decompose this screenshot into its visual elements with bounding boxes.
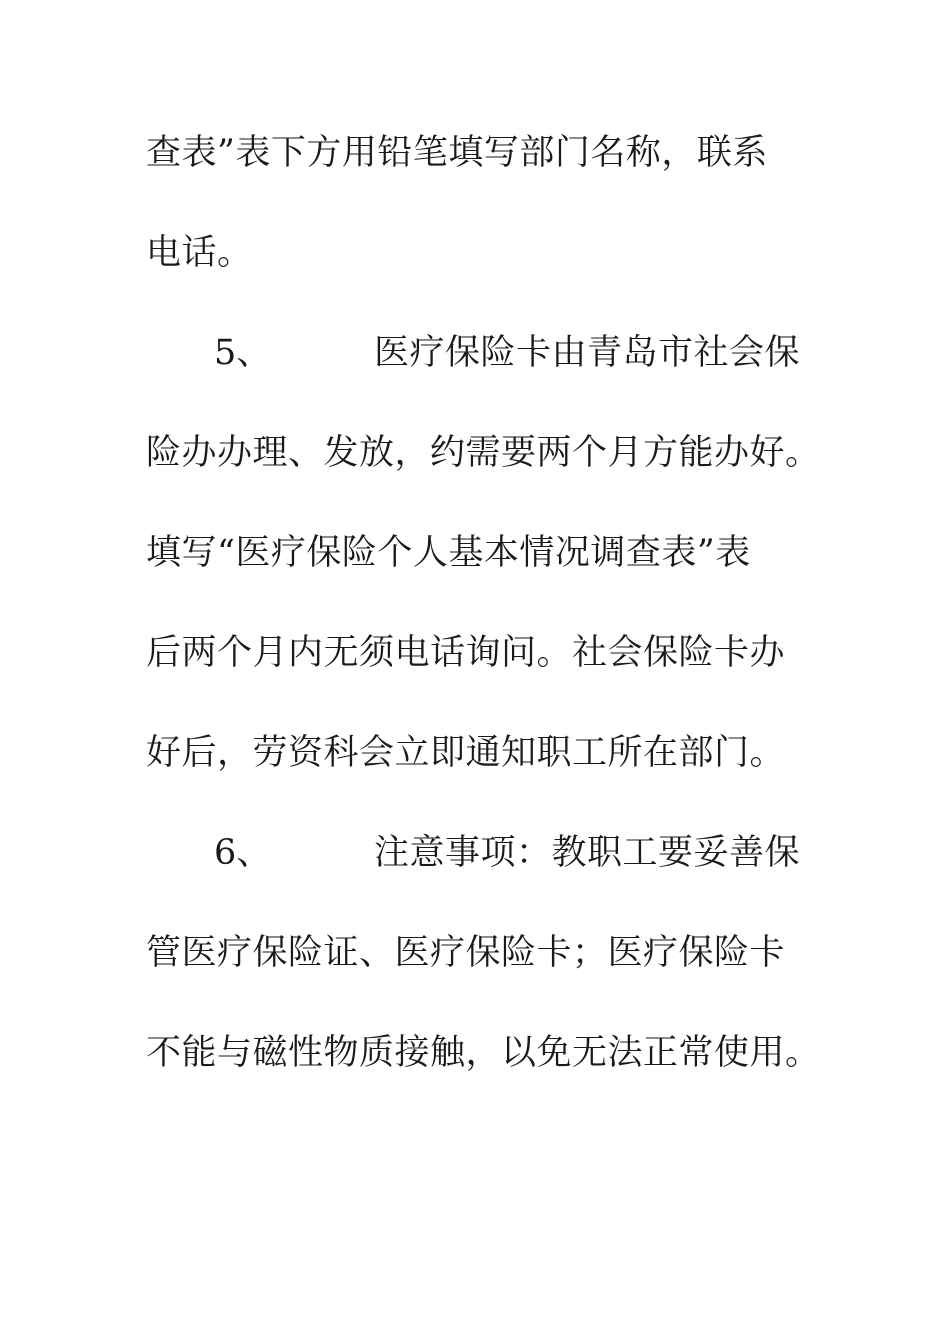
paragraph-line: 后两个月内无须电话询问。社会保险卡办: [146, 633, 786, 673]
item-number: 5、: [214, 333, 272, 373]
item-text: 医疗保险卡由青岛市社会保: [374, 333, 801, 373]
item-number: 6、: [214, 833, 272, 873]
paragraph-line: 不能与磁性物质接触，以免无法正常使用。: [146, 1033, 821, 1073]
paragraph-line: 查表”表下方用铅笔填写部门名称，联系: [146, 133, 768, 173]
paragraph-line: 管医疗保险证、医疗保险卡；医疗保险卡: [146, 933, 786, 973]
paragraph-line: 险办办理、发放，约需要两个月方能办好。: [146, 433, 821, 473]
paragraph-line: 电话。: [146, 233, 253, 273]
paragraph-line: 好后，劳资科会立即通知职工所在部门。: [146, 733, 786, 773]
paragraph-line: 填写“医疗保险个人基本情况调查表”表: [146, 533, 751, 573]
item-text: 注意事项：教职工要妥善保: [374, 833, 801, 873]
